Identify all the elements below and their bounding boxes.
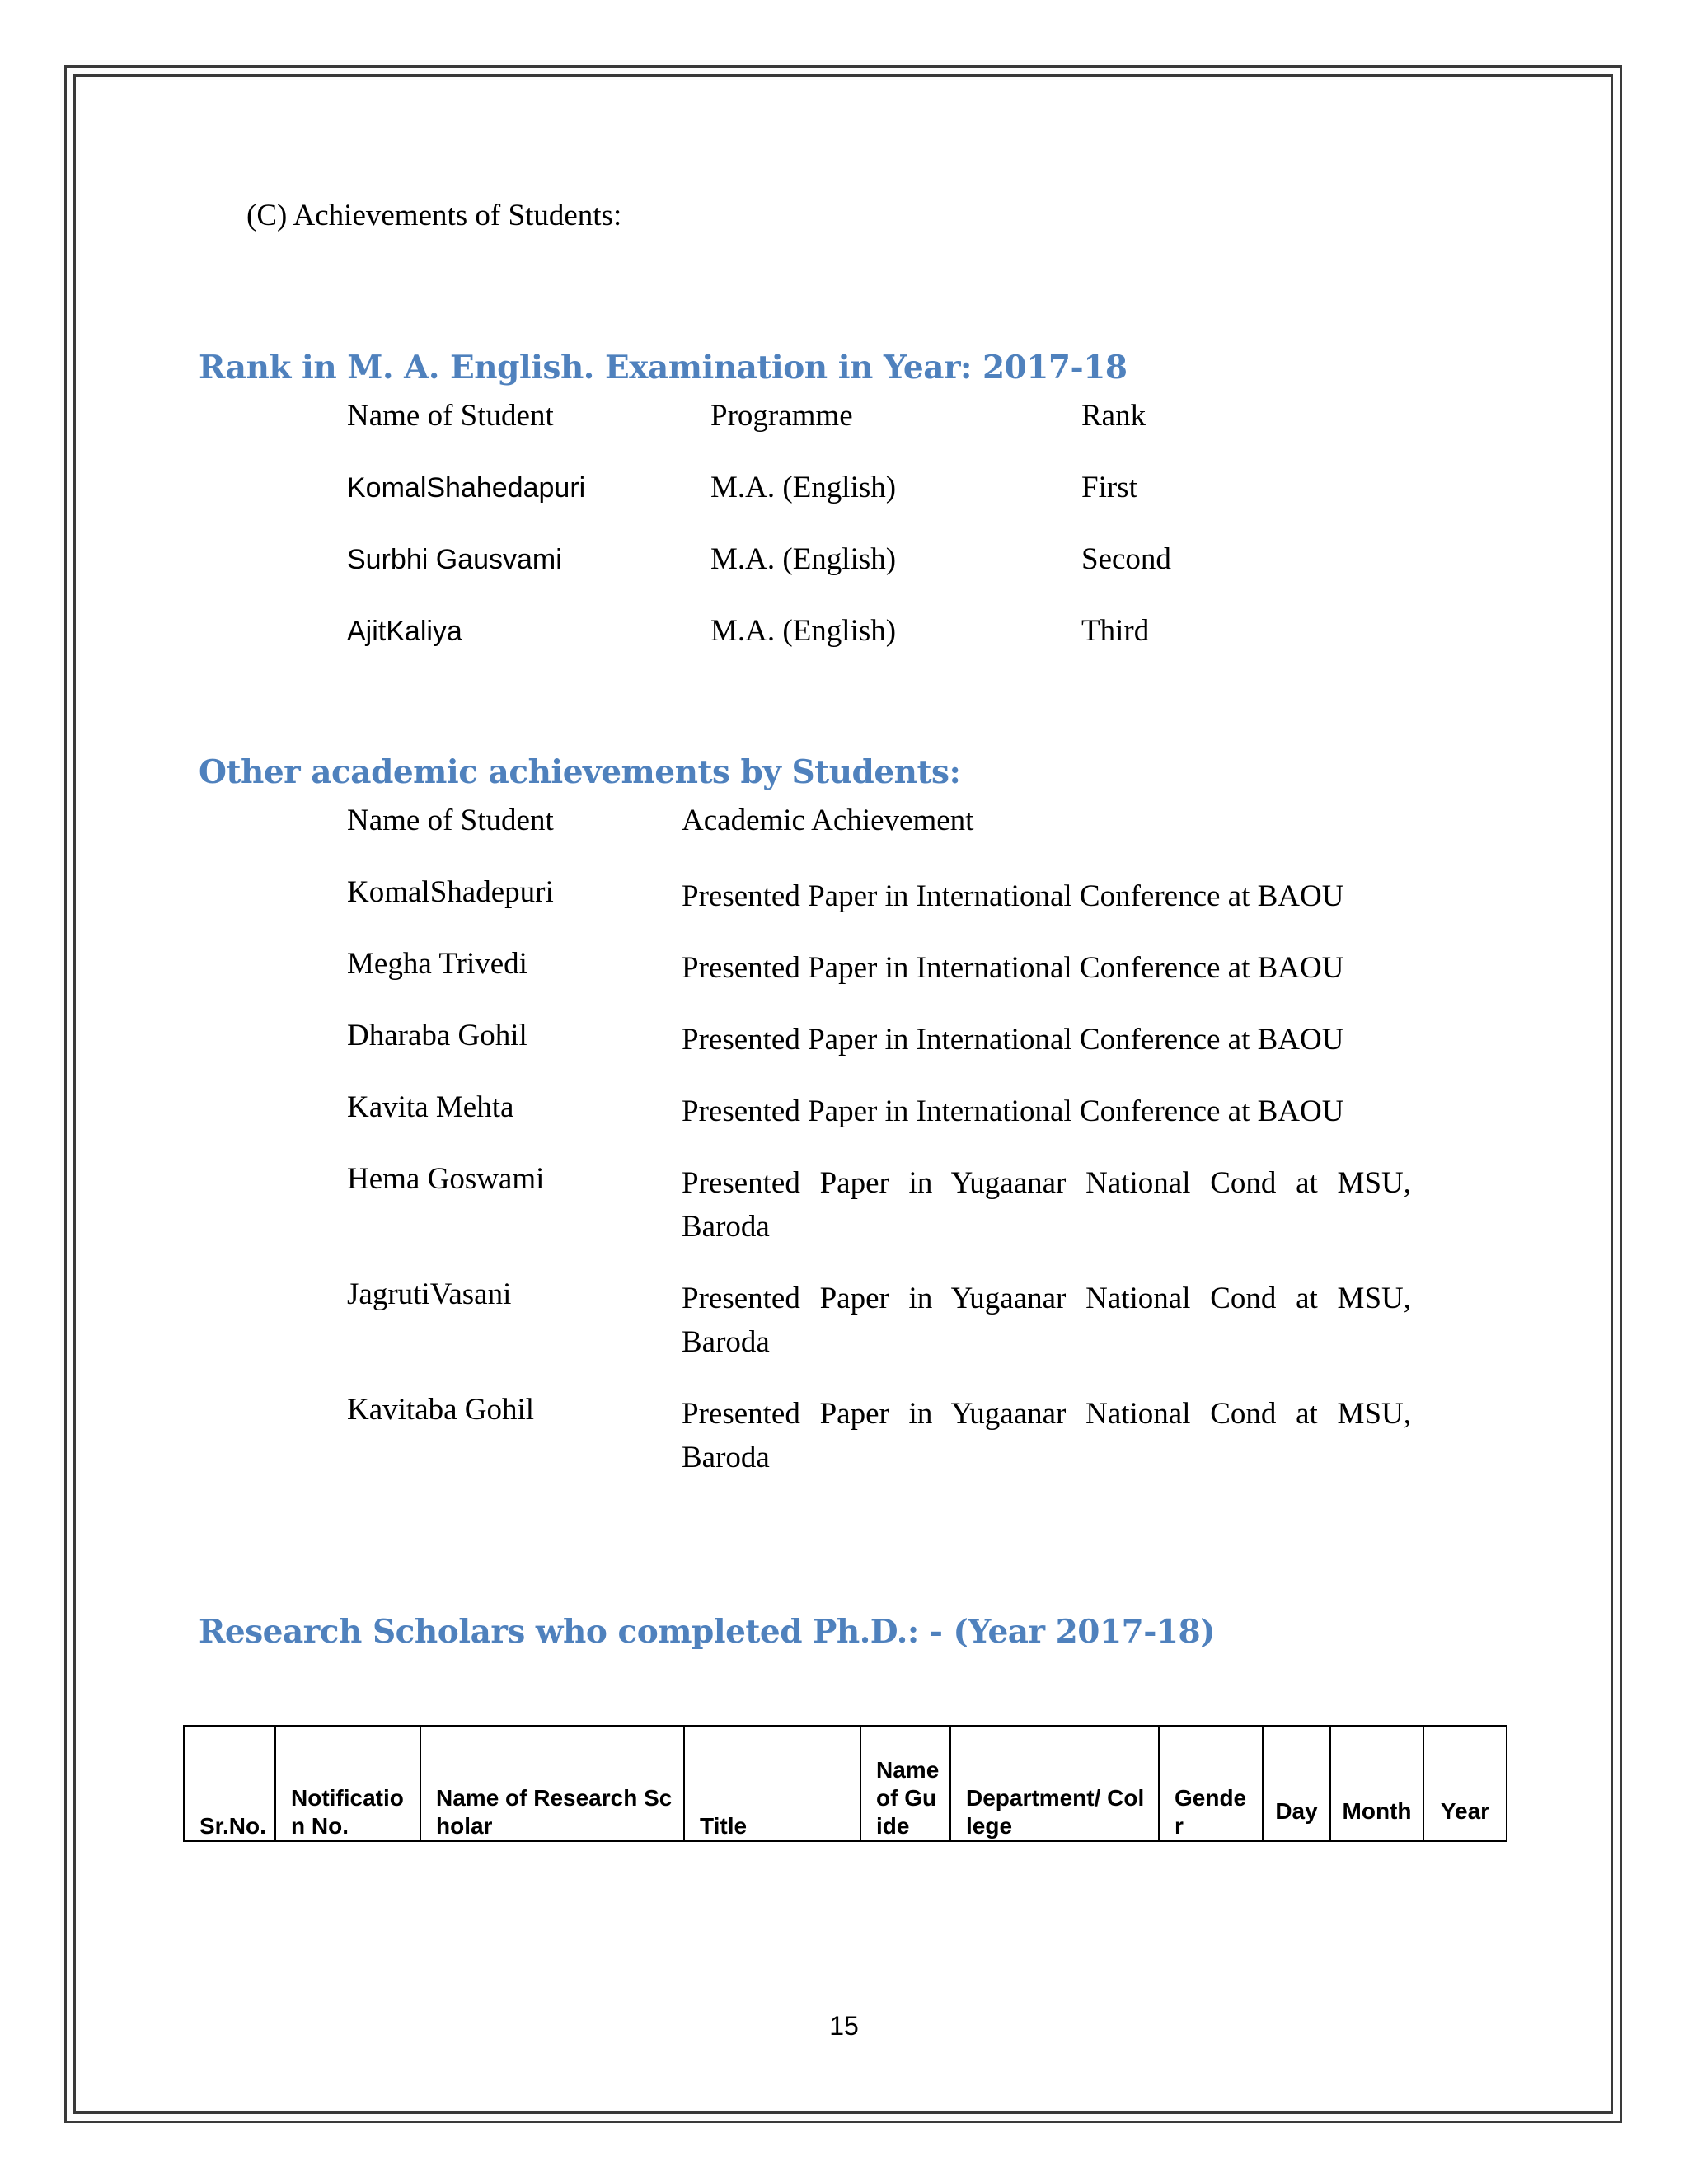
rank: First (1081, 471, 1137, 504)
phd-table (183, 1725, 1507, 1842)
achievements-col-name: Name of Student (347, 804, 554, 837)
achievement-text: Presented Paper in Yugaanar National Cond at MSU, Baroda (682, 1282, 1411, 1359)
programme: M.A. (English) (710, 614, 897, 648)
student-name: Hema Goswami (347, 1162, 545, 1196)
page-number: 15 (829, 2011, 859, 2041)
rank-col-rank: Rank (1081, 399, 1146, 433)
student-name: Kavita Mehta (347, 1090, 514, 1124)
col-day: Day (1263, 1726, 1330, 1841)
student-name: AjitKaliya (347, 616, 462, 647)
programme: M.A. (English) (710, 471, 897, 504)
col-sr-no: Sr.No. (184, 1726, 275, 1841)
col-year: Year (1423, 1726, 1507, 1841)
student-name: KomalShadepuri (347, 875, 554, 909)
col-guide: Name of Guide (860, 1726, 950, 1841)
col-title: Title (684, 1726, 860, 1841)
student-name: Kavitaba Gohil (347, 1393, 535, 1427)
student-name: Surbhi Gausvami (347, 544, 562, 575)
achievements-heading: Other academic achievements by Students: (199, 753, 961, 791)
rank-row (0, 613, 1688, 663)
rank: Second (1081, 542, 1171, 576)
rank-col-programme: Programme (710, 399, 853, 433)
phd-header-row (184, 1726, 1507, 1841)
col-research-scholar: Name of Research Scholar (420, 1726, 684, 1841)
student-name: KomalShahedapuri (347, 472, 586, 504)
rank-row (0, 470, 1688, 519)
col-notification-no: Notification No. (275, 1726, 420, 1841)
col-gender: Gender (1159, 1726, 1263, 1841)
student-name: Megha Trivedi (347, 947, 528, 981)
achievement-text: Presented Paper in International Conference at BAOU (682, 1023, 1344, 1057)
col-month: Month (1330, 1726, 1423, 1841)
achievement-text: Presented Paper in Yugaanar National Cond at MSU, Baroda (682, 1166, 1411, 1244)
rank: Third (1081, 614, 1150, 648)
programme: M.A. (English) (710, 542, 897, 576)
achievement-text: Presented Paper in Yugaanar National Cond at MSU, Baroda (682, 1397, 1411, 1474)
achievements-header-row (0, 803, 1688, 852)
rank-row (0, 541, 1688, 591)
rank-header-row (0, 398, 1688, 448)
col-department: Department/ College (950, 1726, 1159, 1841)
student-name: Dharaba Gohil (347, 1019, 528, 1052)
student-name: JagrutiVasani (347, 1277, 512, 1311)
achievements-col-achievement: Academic Achievement (682, 804, 974, 837)
phd-heading: Research Scholars who completed Ph.D.: - (Year 2017-18) (199, 1613, 1216, 1651)
section-title: (C) Achievements of Students: (246, 199, 622, 232)
achievement-text: Presented Paper in International Conference at BAOU (682, 1094, 1344, 1128)
rank-col-name: Name of Student (347, 399, 554, 433)
achievement-text: Presented Paper in International Conference at BAOU (682, 951, 1344, 985)
achievement-text: Presented Paper in International Conference at BAOU (682, 879, 1344, 913)
rank-heading: Rank in M. A. English. Examination in Year: 2017-18 (199, 349, 1128, 387)
